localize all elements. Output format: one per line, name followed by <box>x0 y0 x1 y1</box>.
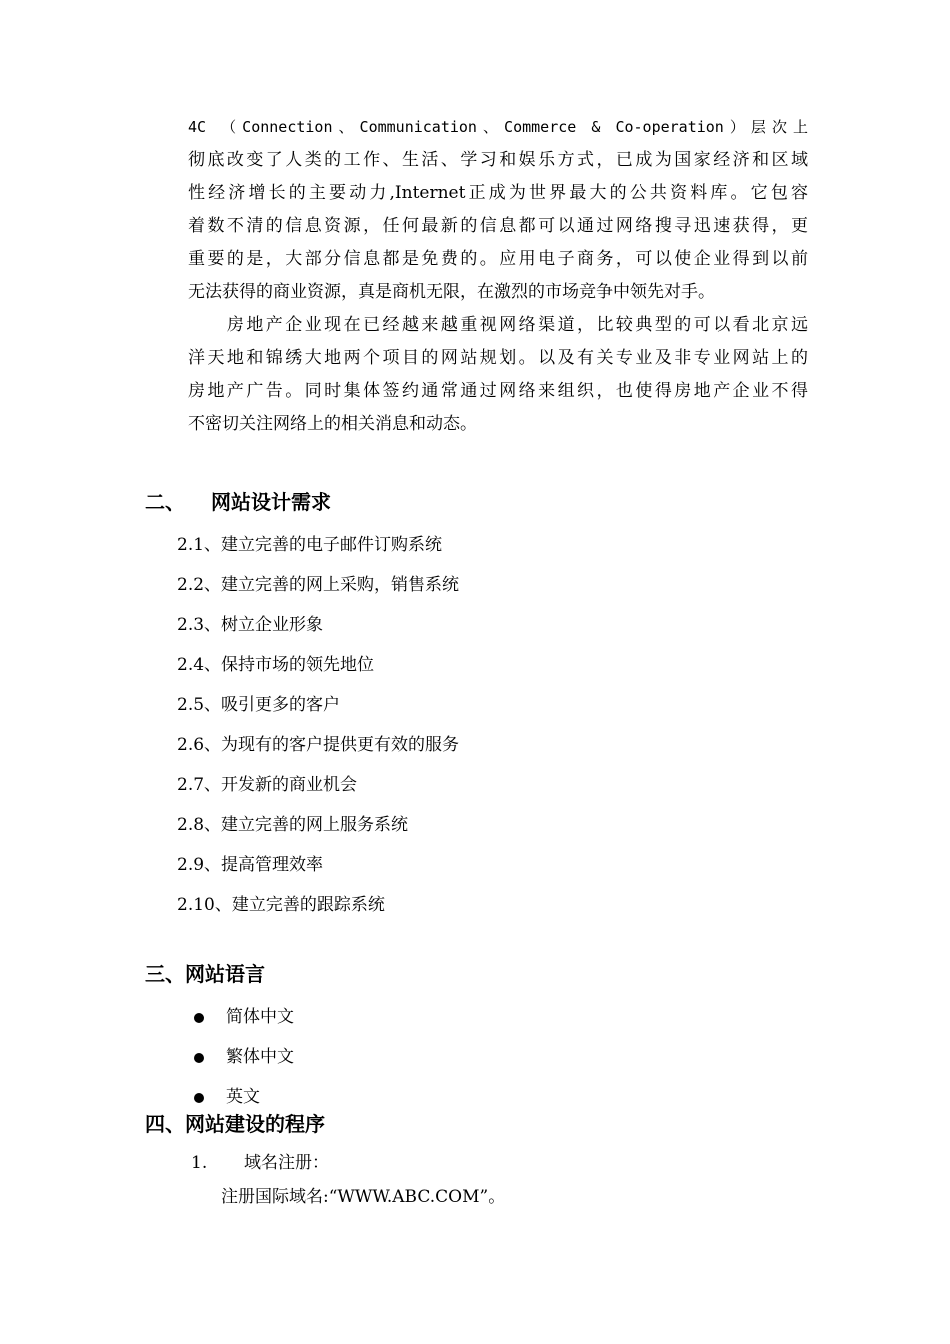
list-item: 2.9、提高管理效率 <box>177 855 324 875</box>
language-item <box>194 1002 294 1027</box>
step-item <box>191 1148 329 1173</box>
paragraph-line: 不密切关注网络上的相关消息和动态。 <box>188 414 477 434</box>
list-item: 2.8、建立完善的网上服务系统 <box>177 815 409 835</box>
language-label: 简体中文 <box>226 1007 294 1027</box>
paragraph-line: 性经济增长的主要动力,Internet正成为世界最大的公共资料库。它包容 <box>188 183 808 203</box>
bullet-icon <box>194 1013 204 1023</box>
step-number: 1. <box>191 1153 208 1173</box>
paragraph-line: 房地产广告。同时集体签约通常通过网络来组织，也使得房地产企业不得 <box>188 381 808 401</box>
list-item: 2.4、保持市场的领先地位 <box>177 655 375 675</box>
list-item: 2.5、吸引更多的客户 <box>177 695 341 715</box>
language-item <box>194 1082 260 1107</box>
language-label: 繁体中文 <box>226 1047 294 1067</box>
list-item: 2.6、为现有的客户提供更有效的服务 <box>177 735 460 755</box>
list-item: 2.10、建立完善的跟踪系统 <box>177 895 385 915</box>
paragraph-line: 洋天地和锦绣大地两个项目的网站规划。以及有关专业及非专业网站上的 <box>188 348 808 368</box>
bullet-icon <box>194 1093 204 1103</box>
step-description: 注册国际域名:“WWW.ABC.COM”。 <box>221 1187 506 1207</box>
language-item <box>194 1042 294 1067</box>
list-item: 2.7、开发新的商业机会 <box>177 775 358 795</box>
language-label: 英文 <box>226 1087 260 1107</box>
list-item: 2.2、建立完善的网上采购，销售系统 <box>177 575 460 595</box>
section-title: 网站设计需求 <box>211 490 331 514</box>
section-heading-languages: 三、网站语言 <box>145 962 265 986</box>
real-estate-paragraph <box>188 309 808 441</box>
section-number: 二、 <box>145 490 185 514</box>
paragraph-line: 无法获得的商业资源，真是商机无限，在激烈的市场竞争中领先对手。 <box>188 282 715 302</box>
paragraph-line: 着数不清的信息资源，任何最新的信息都可以通过网络搜寻迅速获得，更 <box>188 216 808 236</box>
paragraph-line: 重要的是，大部分信息都是免费的。应用电子商务，可以使企业得到以前 <box>188 249 808 269</box>
list-item: 2.1、建立完善的电子邮件订购系统 <box>177 535 443 555</box>
list-item: 2.3、树立企业形象 <box>177 615 324 635</box>
section-heading-build-process: 四、网站建设的程序 <box>145 1112 325 1136</box>
paragraph-line: 彻底改变了人类的工作、生活、学习和娱乐方式，已成为国家经济和区域 <box>188 150 808 170</box>
paragraph-line: 房地产企业现在已经越来越重视网络渠道，比较典型的可以看北京远 <box>188 315 808 335</box>
section-heading-design-requirements <box>145 486 331 515</box>
paragraph-line: 4C （Connection、Communication、Commerce & Co-operation）层次上 <box>188 118 808 136</box>
bullet-icon <box>194 1053 204 1063</box>
step-title: 域名注册： <box>244 1153 329 1173</box>
intro-paragraph <box>188 111 808 309</box>
